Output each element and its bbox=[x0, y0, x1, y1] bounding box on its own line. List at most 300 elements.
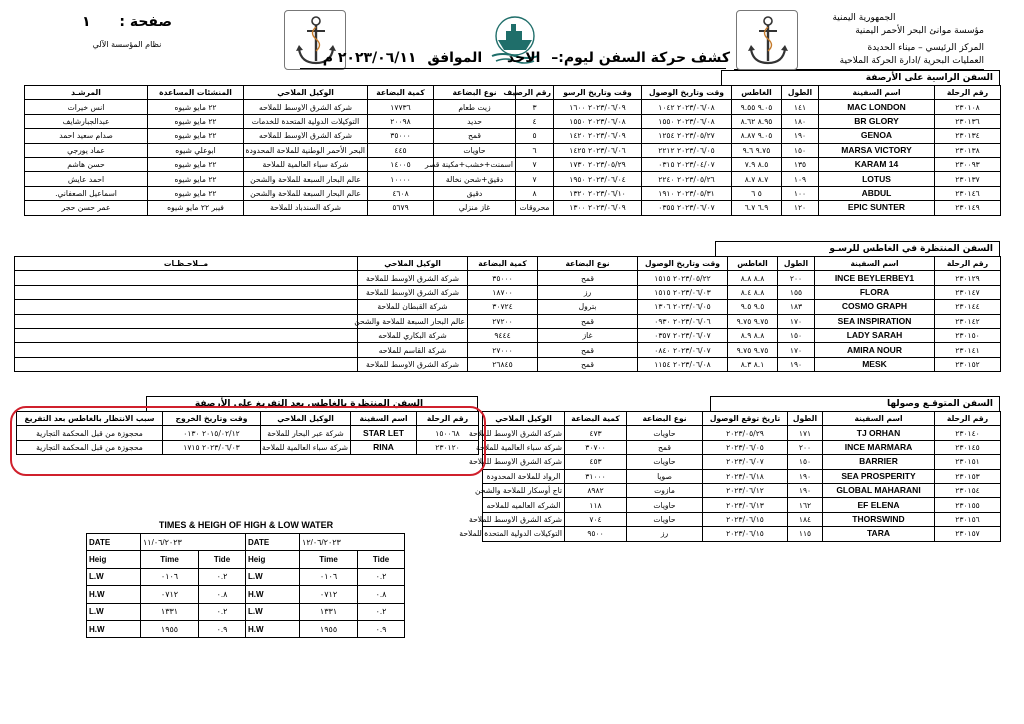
tide-cell: ٠٧١٢ bbox=[141, 586, 199, 603]
tide-cell: ٠٧١٢ bbox=[300, 586, 358, 603]
org-line-3: المركز الرئيسي – ميناء الحديدة bbox=[867, 43, 984, 53]
held-header: الوكيل الملاحي bbox=[261, 412, 351, 426]
berthed-cell: ٦ bbox=[516, 143, 554, 157]
berthed-cell: احمد عايش bbox=[25, 172, 148, 186]
table-row bbox=[25, 172, 1001, 186]
waiting-cell bbox=[15, 271, 358, 285]
berthed-cell: ٥ bbox=[516, 129, 554, 143]
expected-cell: الرواد للملاحة المحدودة bbox=[483, 469, 565, 483]
berthed-cell: ٢٣٠٠٩٣ bbox=[935, 157, 1001, 171]
table-row bbox=[87, 603, 405, 620]
expected-cell: TJ ORHAN bbox=[823, 426, 935, 440]
berthed-cell: عبدالجبارشايف bbox=[25, 114, 148, 128]
expected-header: تاريخ توقع الوصول bbox=[703, 412, 788, 426]
waiting-section bbox=[14, 241, 1000, 372]
berthed-cell: ٢٢ مايو شيوه bbox=[148, 129, 244, 143]
expected-cell: ١٨٤ bbox=[788, 512, 823, 526]
berthed-cell: ٢٠٢٣/٠٦/٠٨ ١٥٥٠ bbox=[554, 114, 642, 128]
waiting-cell: ٢٣٠١٢٩ bbox=[935, 271, 1001, 285]
held-cell: محجوزة من قبل المحكمة التجارية bbox=[17, 440, 163, 454]
waiting-cell: ٢٣٠١٤٧ bbox=[935, 285, 1001, 299]
report-title bbox=[322, 50, 730, 66]
waiting-cell: ٣٠٧٢٤ bbox=[468, 300, 538, 314]
expected-cell: ١٥٠ bbox=[788, 455, 823, 469]
expected-cell: صويا bbox=[627, 469, 703, 483]
waiting-cell: ١٧٠ bbox=[778, 343, 815, 357]
berthed-cell: ٩.٠٥ ٨.٨٧ bbox=[732, 129, 782, 143]
waiting-cell: ٢٠٢٣/٠٦/٠٧ ٠٨٤٠ bbox=[638, 343, 728, 357]
tide-cell: H.W bbox=[246, 586, 300, 603]
berthed-cell: البحر الأحمر الوطنية للملاحة المحدودة bbox=[244, 143, 368, 157]
table-row bbox=[87, 620, 405, 637]
held-cell: ٢٠١٥/٠٢/١٢ ٠١٣٠ bbox=[163, 426, 261, 440]
table-row bbox=[15, 285, 1001, 299]
waiting-header: الوكيل الملاحي bbox=[358, 257, 468, 271]
tide-cell: ١٣٣١ bbox=[300, 603, 358, 620]
held-header: اسم السفينة bbox=[351, 412, 417, 426]
table-row bbox=[483, 512, 1001, 526]
berthed-cell: عالم البحار السبعة للملاحة والشحن bbox=[244, 186, 368, 200]
expected-cell: حاويات bbox=[627, 498, 703, 512]
table-row bbox=[15, 300, 1001, 314]
table-row bbox=[15, 343, 1001, 357]
held-cell: RINA bbox=[351, 440, 417, 454]
table-row bbox=[483, 469, 1001, 483]
tide-header: Time bbox=[141, 551, 199, 568]
waiting-header: كمية البضاعة bbox=[468, 257, 538, 271]
expected-cell: ٢٣٠١٤٥ bbox=[935, 440, 1001, 454]
tide-cell: ١٣٣١ bbox=[141, 603, 199, 620]
berthed-cell: ٢٠٢٣/٠٦/١٠ ١٣٢٠ bbox=[554, 186, 642, 200]
berthed-cell: ٢٣٠١٣٧ bbox=[935, 172, 1001, 186]
berthed-cell: ٧ bbox=[516, 157, 554, 171]
tide-date-2: ١٢/٠٦/٢٠٢٣ bbox=[300, 534, 405, 551]
berthed-cell: شركة السندباد للملاحة bbox=[244, 201, 368, 215]
waiting-cell: ٢٠٢٣/٠٦/٠٣ ١٥١٥ bbox=[638, 285, 728, 299]
waiting-cell: ٢٣٠١٤١ bbox=[935, 343, 1001, 357]
berthed-cell: ٣٥٠٠٠ bbox=[368, 129, 434, 143]
berthed-cell: MARSA VICTORY bbox=[819, 143, 935, 157]
waiting-cell: AMIRA NOUR bbox=[815, 343, 935, 357]
waiting-title: السفن المنتظرة في الغاطس للرسـو bbox=[715, 241, 1000, 256]
waiting-cell: قمح bbox=[538, 357, 638, 371]
waiting-cell: رز bbox=[538, 285, 638, 299]
waiting-cell: ٢٠٢٣/٠٥/٢٢ ١٥١٥ bbox=[638, 271, 728, 285]
page-info bbox=[22, 14, 232, 49]
waiting-cell: شركة البكاري للملاحه bbox=[358, 328, 468, 342]
expected-cell: قمح bbox=[627, 440, 703, 454]
berthed-cell: ٢٠٢٣/٠٤/٠٧ ٠٣١٥ bbox=[642, 157, 732, 171]
berthed-cell: ٢٠٢٣/٠٥/٢٦ ٢٢٤٠ bbox=[642, 172, 732, 186]
berthed-cell: ١٠٠ bbox=[782, 186, 819, 200]
waiting-cell: ٢٠٢٣/٠٦/٠٥ ١٣٠٦ bbox=[638, 300, 728, 314]
waiting-cell: ٢٣٠١٤٤ bbox=[935, 300, 1001, 314]
expected-cell: ١٩٠ bbox=[788, 483, 823, 497]
waiting-cell: ٩.٧٥ ٩.٧٥ bbox=[728, 314, 778, 328]
tide-cell: ٠.٢ bbox=[358, 568, 405, 585]
table-row bbox=[25, 100, 1001, 114]
waiting-cell: ٨.٨ ٨.٩ bbox=[728, 328, 778, 342]
berthed-cell: ١٠٠٠٠ bbox=[368, 172, 434, 186]
waiting-cell: شركة الشرق الاوسط للملاحة bbox=[358, 357, 468, 371]
waiting-cell: ٢٠٠ bbox=[778, 271, 815, 285]
waiting-cell: ١٧٠ bbox=[778, 314, 815, 328]
berthed-cell: ABDUL bbox=[819, 186, 935, 200]
berthed-cell: ٨ bbox=[516, 186, 554, 200]
expected-header: الوكيل الملاحي bbox=[483, 412, 565, 426]
waiting-header: رقم الرحلة bbox=[935, 257, 1001, 271]
tide-cell: L.W bbox=[246, 603, 300, 620]
waiting-cell: عالم البحار السبعة للملاحة والشحن bbox=[358, 314, 468, 328]
waiting-cell: MESK bbox=[815, 357, 935, 371]
waiting-cell: ٢٧٢٠٠ bbox=[468, 314, 538, 328]
berthed-section bbox=[24, 70, 1000, 216]
waiting-cell: ٢٠٢٣/٠٦/٠٦ ٠٩٣٠ bbox=[638, 314, 728, 328]
waiting-cell bbox=[15, 285, 358, 299]
tide-header: Time bbox=[300, 551, 358, 568]
table-row bbox=[25, 201, 1001, 215]
waiting-cell: ٩.٥ ٩.٥ bbox=[728, 300, 778, 314]
berthed-cell: ٤٦٠٨ bbox=[368, 186, 434, 200]
expected-cell: THORSWIND bbox=[823, 512, 935, 526]
tide-cell: ٠.٢ bbox=[199, 603, 246, 620]
waiting-cell: ١٥٥ bbox=[778, 285, 815, 299]
expected-header: كمية البضاعة bbox=[565, 412, 627, 426]
berthed-cell: ٢٠٢٣/٠٦/٠٥ ٢٢١٢ bbox=[642, 143, 732, 157]
waiting-cell: بترول bbox=[538, 300, 638, 314]
waiting-header: الطول bbox=[778, 257, 815, 271]
expected-cell: ٢٠٢٣/٠٦/١٣ bbox=[703, 498, 788, 512]
held-cell: محجوزة من قبل المحكمة التجارية bbox=[17, 426, 163, 440]
expected-cell: ٢٠٢٣/٠٦/١٨ bbox=[703, 469, 788, 483]
waiting-cell: قمح bbox=[538, 271, 638, 285]
table-row bbox=[25, 157, 1001, 171]
waiting-cell: قمح bbox=[538, 314, 638, 328]
waiting-cell: شركة الشرق الاوسط للملاحة bbox=[358, 271, 468, 285]
berthed-cell: ٢٠٢٣/٠٦/٠٤ ١٩٥٠ bbox=[554, 172, 642, 186]
berthed-title: السفن الراسية على الأرصفة bbox=[721, 70, 1000, 85]
berthed-cell: ٥٦٧٩ bbox=[368, 201, 434, 215]
expected-cell: رز bbox=[627, 527, 703, 541]
tide-cell: ٠.٨ bbox=[358, 586, 405, 603]
waiting-cell: غاز bbox=[538, 328, 638, 342]
berthed-header: المرشـد bbox=[25, 86, 148, 100]
berthed-header: رقم الرصيف bbox=[516, 86, 554, 100]
waiting-cell: ٣٥٠٠٠ bbox=[468, 271, 538, 285]
table-row bbox=[15, 314, 1001, 328]
waiting-cell: شركة القاسم للملاحه bbox=[358, 343, 468, 357]
waiting-cell: ٢٣٠١٤٢ bbox=[935, 314, 1001, 328]
tide-cell: H.W bbox=[87, 620, 141, 637]
table-row bbox=[15, 328, 1001, 342]
tide-date-1: ١١/٠٦/٢٠٢٣ bbox=[141, 534, 246, 551]
tide-cell: L.W bbox=[246, 568, 300, 585]
table-row bbox=[25, 129, 1001, 143]
expected-section bbox=[459, 396, 1000, 542]
berthed-cell: ٢٠٢٣/٠٦/٠٧ ٠٣٥٥ bbox=[642, 201, 732, 215]
expected-cell: BARRIER bbox=[823, 455, 935, 469]
berthed-cell: ٤٤٥ bbox=[368, 143, 434, 157]
expected-cell: ٤٧٣ bbox=[565, 426, 627, 440]
table-row bbox=[483, 455, 1001, 469]
berthed-cell: ٢٢ مايو شيوه bbox=[148, 157, 244, 171]
held-cell: شركة عبر البحار للملاحة bbox=[261, 426, 351, 440]
waiting-cell: ٢٠٢٣/٠٦/٠٨ ١١٥٤ bbox=[638, 357, 728, 371]
tide-date-label-1: DATE bbox=[87, 534, 141, 551]
waiting-cell: ١٨٣ bbox=[778, 300, 815, 314]
berthed-cell: ٢٣٠١٤٦ bbox=[935, 186, 1001, 200]
tide-header: Tide bbox=[199, 551, 246, 568]
berthed-cell: ٢٠٢٣/٠٦/٠٩ ١٦٠٠ bbox=[554, 100, 642, 114]
expected-cell: ٢٣٠١٥٥ bbox=[935, 498, 1001, 512]
berthed-header: الطول bbox=[782, 86, 819, 100]
expected-cell: ٢٣٠١٥٣ bbox=[935, 469, 1001, 483]
expected-cell: شركة الشرق الاوسط للملاحة bbox=[483, 512, 565, 526]
table-row bbox=[483, 426, 1001, 440]
berthed-cell: ٢٠٢٣/٠٦/٠٩ ١٤٢٠ bbox=[554, 129, 642, 143]
waiting-cell: ٩.٧٥ ٩.٧٥ bbox=[728, 343, 778, 357]
highlight-circle bbox=[10, 406, 486, 476]
berthed-cell: BR GLORY bbox=[819, 114, 935, 128]
expected-cell: ١٦٢ bbox=[788, 498, 823, 512]
berthed-cell: MAC LONDON bbox=[819, 100, 935, 114]
expected-cell: EF ELENA bbox=[823, 498, 935, 512]
berthed-cell: ١٥٠ bbox=[782, 143, 819, 157]
berthed-cell: محروقات bbox=[516, 201, 554, 215]
expected-cell: الشركه العالميه للملاحه bbox=[483, 498, 565, 512]
waiting-cell: ٢٠٢٣/٠٦/٠٧ ٠٣٥٧ bbox=[638, 328, 728, 342]
berthed-cell: دقيق+شحن نخالة bbox=[434, 172, 516, 186]
berthed-cell: فيبر ٢٢ مايو شيوه bbox=[148, 201, 244, 215]
tide-cell: H.W bbox=[87, 586, 141, 603]
expected-cell: ١١٨ bbox=[565, 498, 627, 512]
berthed-cell: شركة الشرق الاوسط للملاحه bbox=[244, 129, 368, 143]
tides-section bbox=[86, 533, 404, 638]
berthed-header: اسم السفينة bbox=[819, 86, 935, 100]
waiting-cell: ٢٧٠٠٠ bbox=[468, 343, 538, 357]
berthed-cell: ٢٠٢٣/٠٥/٢٩ ١٧٣٠ bbox=[554, 157, 642, 171]
tide-header: Heig bbox=[87, 551, 141, 568]
expected-cell: مازوت bbox=[627, 483, 703, 497]
waiting-header: الغاطس bbox=[728, 257, 778, 271]
berthed-cell: ١٣٥ bbox=[782, 157, 819, 171]
waiting-cell: ٢٦٨٤٥ bbox=[468, 357, 538, 371]
expected-cell: ٢٠٢٣/٠٦/١٢ bbox=[703, 483, 788, 497]
berthed-header: المنشئات المساعدة bbox=[148, 86, 244, 100]
berthed-cell: عمر حسن حجر bbox=[25, 201, 148, 215]
berthed-cell: ١٩٠ bbox=[782, 129, 819, 143]
waiting-cell: ١٨٧٠٠ bbox=[468, 285, 538, 299]
berthed-header: الغاطس bbox=[732, 86, 782, 100]
berthed-cell: ١٤٠٠٥ bbox=[368, 157, 434, 171]
berthed-cell: ٢٠٢٣/٠٥/٣١ ١٩١٠ bbox=[642, 186, 732, 200]
expected-cell: ٩٥٠٠ bbox=[565, 527, 627, 541]
held-cell: ٢٣٠١٢٠ bbox=[417, 440, 479, 454]
expected-cell: ٤٥٣ bbox=[565, 455, 627, 469]
berthed-cell: ١٧٧٣٦ bbox=[368, 100, 434, 114]
waiting-cell: ٢٣٠١٥٢ bbox=[935, 357, 1001, 371]
expected-header: اسم السفينة bbox=[823, 412, 935, 426]
berthed-cell: ٢٢ مايو شيوه bbox=[148, 172, 244, 186]
expected-header: نوع البضاعة bbox=[627, 412, 703, 426]
waiting-cell: FLORA bbox=[815, 285, 935, 299]
waiting-cell bbox=[15, 357, 358, 371]
berthed-cell: ١٠٩ bbox=[782, 172, 819, 186]
berthed-cell: ٢٠٢٣/٠٥/٢٧ ١٢٥٤ bbox=[642, 129, 732, 143]
berthed-cell: ٢٣٠١٠٨ bbox=[935, 100, 1001, 114]
tide-cell: L.W bbox=[87, 568, 141, 585]
expected-cell: ٢٣٠١٥٧ bbox=[935, 527, 1001, 541]
waiting-header: مــلاحـظـات bbox=[15, 257, 358, 271]
system-label: نظام المؤسسة الآلي bbox=[92, 40, 162, 49]
berthed-cell: زيت طعام bbox=[434, 100, 516, 114]
berthed-cell: دقيق bbox=[434, 186, 516, 200]
berthed-header: رقم الرحلة bbox=[935, 86, 1001, 100]
berthed-cell: ١٤١ bbox=[782, 100, 819, 114]
page-number: ١ bbox=[81, 14, 91, 30]
tides-title: TIMES & HEIGH OF HIGH & LOW WATER bbox=[158, 520, 334, 530]
berthed-cell: ٨.٥ ٧.٩ bbox=[732, 157, 782, 171]
table-row bbox=[25, 186, 1001, 200]
table-row bbox=[483, 440, 1001, 454]
report-date-label: الموافق bbox=[427, 50, 483, 66]
waiting-cell: ٩٤٤٤ bbox=[468, 328, 538, 342]
table-row bbox=[15, 357, 1001, 371]
waiting-cell: SEA INSPIRATION bbox=[815, 314, 935, 328]
tide-header: Tide bbox=[358, 551, 405, 568]
waiting-cell: ٨.٨ ٨.٨ bbox=[728, 271, 778, 285]
berthed-cell: صدام سعيد احمد bbox=[25, 129, 148, 143]
expected-cell: ٢٠٢٣/٠٦/١٥ bbox=[703, 512, 788, 526]
berthed-cell: ٢٣٠١٣٨ bbox=[935, 143, 1001, 157]
held-header: وقت وتاريخ الخروج bbox=[163, 412, 261, 426]
table-row bbox=[87, 586, 405, 603]
expected-cell: ٢٠٢٣/٠٦/١٥ bbox=[703, 527, 788, 541]
expected-cell: حاويات bbox=[627, 455, 703, 469]
page-label: صفحة : bbox=[119, 14, 173, 30]
tide-cell: ١٩٥٥ bbox=[300, 620, 358, 637]
expected-cell: ٢٠٢٣/٠٥/٢٩ bbox=[703, 426, 788, 440]
expected-cell: شركة الشرق الاوسط للملاحة bbox=[483, 426, 565, 440]
held-cell: STAR LET bbox=[351, 426, 417, 440]
report-title-text: كشف حركة السفن ليوم:– bbox=[551, 50, 730, 66]
expected-cell: TARA bbox=[823, 527, 935, 541]
waiting-cell: شركة الشرق الاوسط للملاحة bbox=[358, 285, 468, 299]
expected-cell: تاج أوسكار للملاحة والشحن bbox=[483, 483, 565, 497]
expected-table bbox=[459, 411, 1001, 542]
table-row bbox=[483, 498, 1001, 512]
table-row bbox=[87, 568, 405, 585]
waiting-cell: قمح bbox=[538, 343, 638, 357]
waiting-table bbox=[14, 256, 1001, 372]
berthed-cell: ٢٠٢٣/٠٦/٠٦ ١٤٢٥ bbox=[554, 143, 642, 157]
tide-cell: ٠.٢ bbox=[199, 568, 246, 585]
tide-cell: ١٩٥٥ bbox=[141, 620, 199, 637]
berthed-cell: ٥ ٦ bbox=[732, 186, 782, 200]
waiting-header: وقت وتاريخ الوصول bbox=[638, 257, 728, 271]
expected-cell: شركة سباء العالمية للملاحة bbox=[483, 440, 565, 454]
berthed-cell: ٨.٧ ٨.٧ bbox=[732, 172, 782, 186]
berthed-cell: حاويات bbox=[434, 143, 516, 157]
table-row bbox=[25, 143, 1001, 157]
expected-cell: GLOBAL MAHARANI bbox=[823, 483, 935, 497]
berthed-cell: انس خيرات bbox=[25, 100, 148, 114]
expected-header: الطول bbox=[788, 412, 823, 426]
berthed-cell: اسمنت+خشب+مكينة قصر bbox=[434, 157, 516, 171]
berthed-cell: ٢٢ مايو شيوه bbox=[148, 186, 244, 200]
berthed-cell: عالم البحار السبعة للملاحة والشحن bbox=[244, 172, 368, 186]
tide-cell: H.W bbox=[246, 620, 300, 637]
berthed-cell: ٢٠٢٣/٠٦/٠٨ ١٥٥٠ bbox=[642, 114, 732, 128]
berthed-cell: شركة سباء العالمية للملاحة bbox=[244, 157, 368, 171]
berthed-cell: ٦.٩ ٦.٧ bbox=[732, 201, 782, 215]
berthed-cell: LOTUS bbox=[819, 172, 935, 186]
waiting-header: اسم السفينة bbox=[815, 257, 935, 271]
waiting-header: نوع البضاعة bbox=[538, 257, 638, 271]
expected-title: السفن المتوقـع وصولها bbox=[710, 396, 1000, 411]
table-row bbox=[15, 271, 1001, 285]
berthed-cell: ١٨٠ bbox=[782, 114, 819, 128]
waiting-cell: COSMO GRAPH bbox=[815, 300, 935, 314]
berthed-header: وقت وتاريخ الوصول bbox=[642, 86, 732, 100]
berthed-cell: التوكيلات الدولية المتحدة للخدمات bbox=[244, 114, 368, 128]
berthed-cell: ٣ bbox=[516, 100, 554, 114]
berthed-cell: شركة الشرق الاوسط للملاحه bbox=[244, 100, 368, 114]
berthed-table bbox=[24, 85, 1001, 216]
expected-cell: ٢٠٢٣/٠٦/٠٥ bbox=[703, 440, 788, 454]
table-row bbox=[483, 527, 1001, 541]
berthed-header: كمية البضاعة bbox=[368, 86, 434, 100]
tide-table bbox=[86, 533, 405, 638]
berthed-cell: EPIC SUNTER bbox=[819, 201, 935, 215]
berthed-header: نوع البضاعة bbox=[434, 86, 516, 100]
held-header: سبب الانتظار بالغاطس بعد التفريغ bbox=[17, 412, 163, 426]
expected-cell: ٣١٠٠٠ bbox=[565, 469, 627, 483]
berthed-cell: ٢٢ مايو شيوه bbox=[148, 114, 244, 128]
table-row bbox=[483, 483, 1001, 497]
berthed-cell: حديد bbox=[434, 114, 516, 128]
expected-cell: ٢٠٢٣/٠٦/٠٧ bbox=[703, 455, 788, 469]
expected-cell: ٣٠٧٠٠ bbox=[565, 440, 627, 454]
berthed-cell: KARAM 14 bbox=[819, 157, 935, 171]
berthed-cell: ٤ bbox=[516, 114, 554, 128]
berthed-cell: ٩.٧٥ ٩.٦ bbox=[732, 143, 782, 157]
expected-cell: ٢٣٠١٥٤ bbox=[935, 483, 1001, 497]
berthed-cell: ٩.٠٥ ٩.٥٥ bbox=[732, 100, 782, 114]
berthed-cell: ٢٣٠١٣٤ bbox=[935, 129, 1001, 143]
berthed-cell: قمح bbox=[434, 129, 516, 143]
held-header: رقم الرحلة bbox=[417, 412, 479, 426]
expected-cell: حاويات bbox=[627, 426, 703, 440]
berthed-cell: ٢٣٠١٤٩ bbox=[935, 201, 1001, 215]
expected-cell: التوكيلات الدولية المتحدة للملاحة bbox=[483, 527, 565, 541]
waiting-cell: شركة القبطان للملاحة bbox=[358, 300, 468, 314]
berthed-cell: GENOA bbox=[819, 129, 935, 143]
table-row bbox=[25, 114, 1001, 128]
expected-header: رقم الرحلة bbox=[935, 412, 1001, 426]
expected-cell: SEA PROSPERITY bbox=[823, 469, 935, 483]
tide-cell: ٠.٩ bbox=[358, 620, 405, 637]
org-line-4: العمليات البحرية /ادارة الحركة الملاحية bbox=[734, 55, 984, 70]
berthed-cell: ١٢٠ bbox=[782, 201, 819, 215]
berthed-cell: ٨.٩٥ ٨.٦٢ bbox=[732, 114, 782, 128]
org-line-1: الجمهورية اليمنية bbox=[832, 13, 896, 23]
tide-cell: ٠.٨ bbox=[199, 586, 246, 603]
tide-date-label-2: DATE bbox=[246, 534, 300, 551]
tide-cell: ٠.٩ bbox=[199, 620, 246, 637]
waiting-cell: ١٩٠ bbox=[778, 357, 815, 371]
expected-cell: ٧٠٤ bbox=[565, 512, 627, 526]
